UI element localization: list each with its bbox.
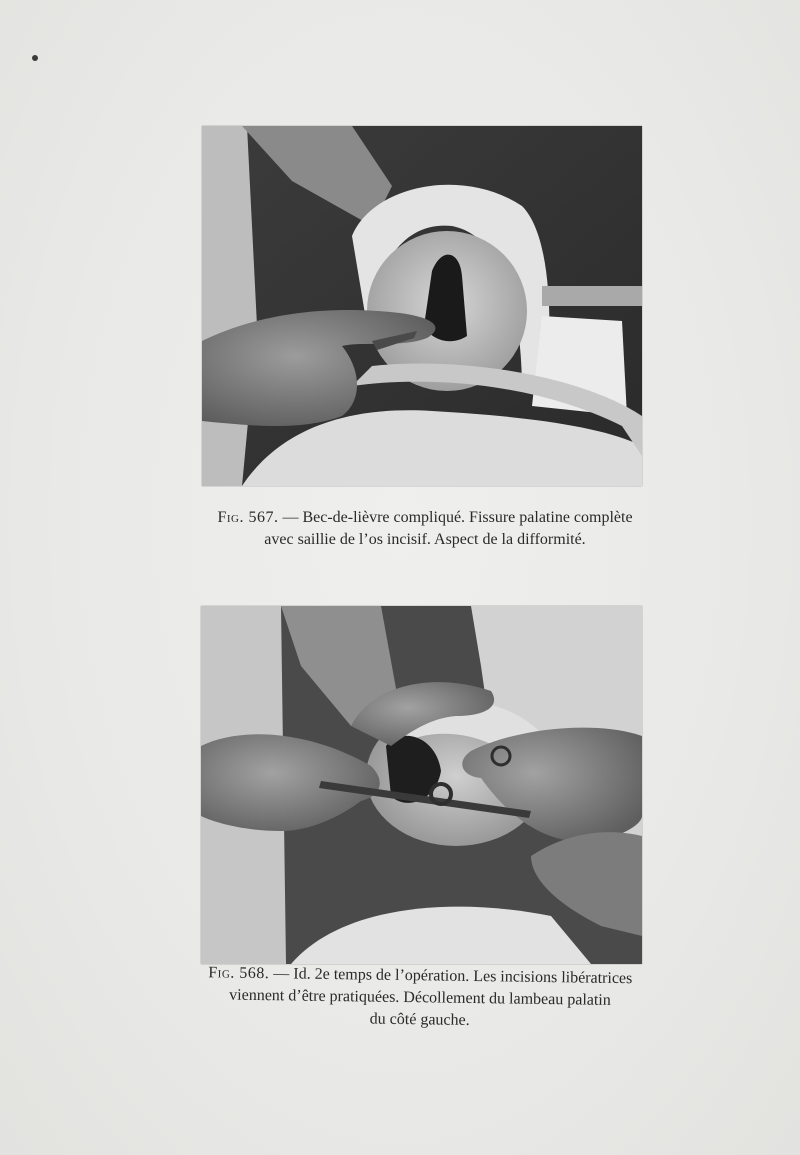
figure-567-label: Fig. 567. (217, 509, 279, 526)
figure-567-photo (202, 126, 642, 486)
figure-567-caption-line-1: — Bec-de-lièvre compliqué. Fissure palatine complète (282, 509, 633, 526)
figure-568-caption-line-1: — Id. 2e temps de l’opération. Les incisions libératrices (273, 965, 633, 988)
figure-568-caption-line-3: du côté gauche. (369, 1010, 470, 1029)
figure-568-label: Fig. 568. (208, 964, 270, 983)
figure-567-caption-line-2: avec saillie de l’os incisif. Aspect de la difformité. (264, 531, 586, 548)
page-speck (32, 55, 38, 61)
figure-568-caption (187, 962, 653, 1034)
figure-568-caption-line-2: viennent d’être pratiquées. Décollement du lambeau palatin (229, 986, 611, 1009)
figure-567-caption (195, 507, 655, 551)
figure-568-photo (201, 606, 642, 964)
